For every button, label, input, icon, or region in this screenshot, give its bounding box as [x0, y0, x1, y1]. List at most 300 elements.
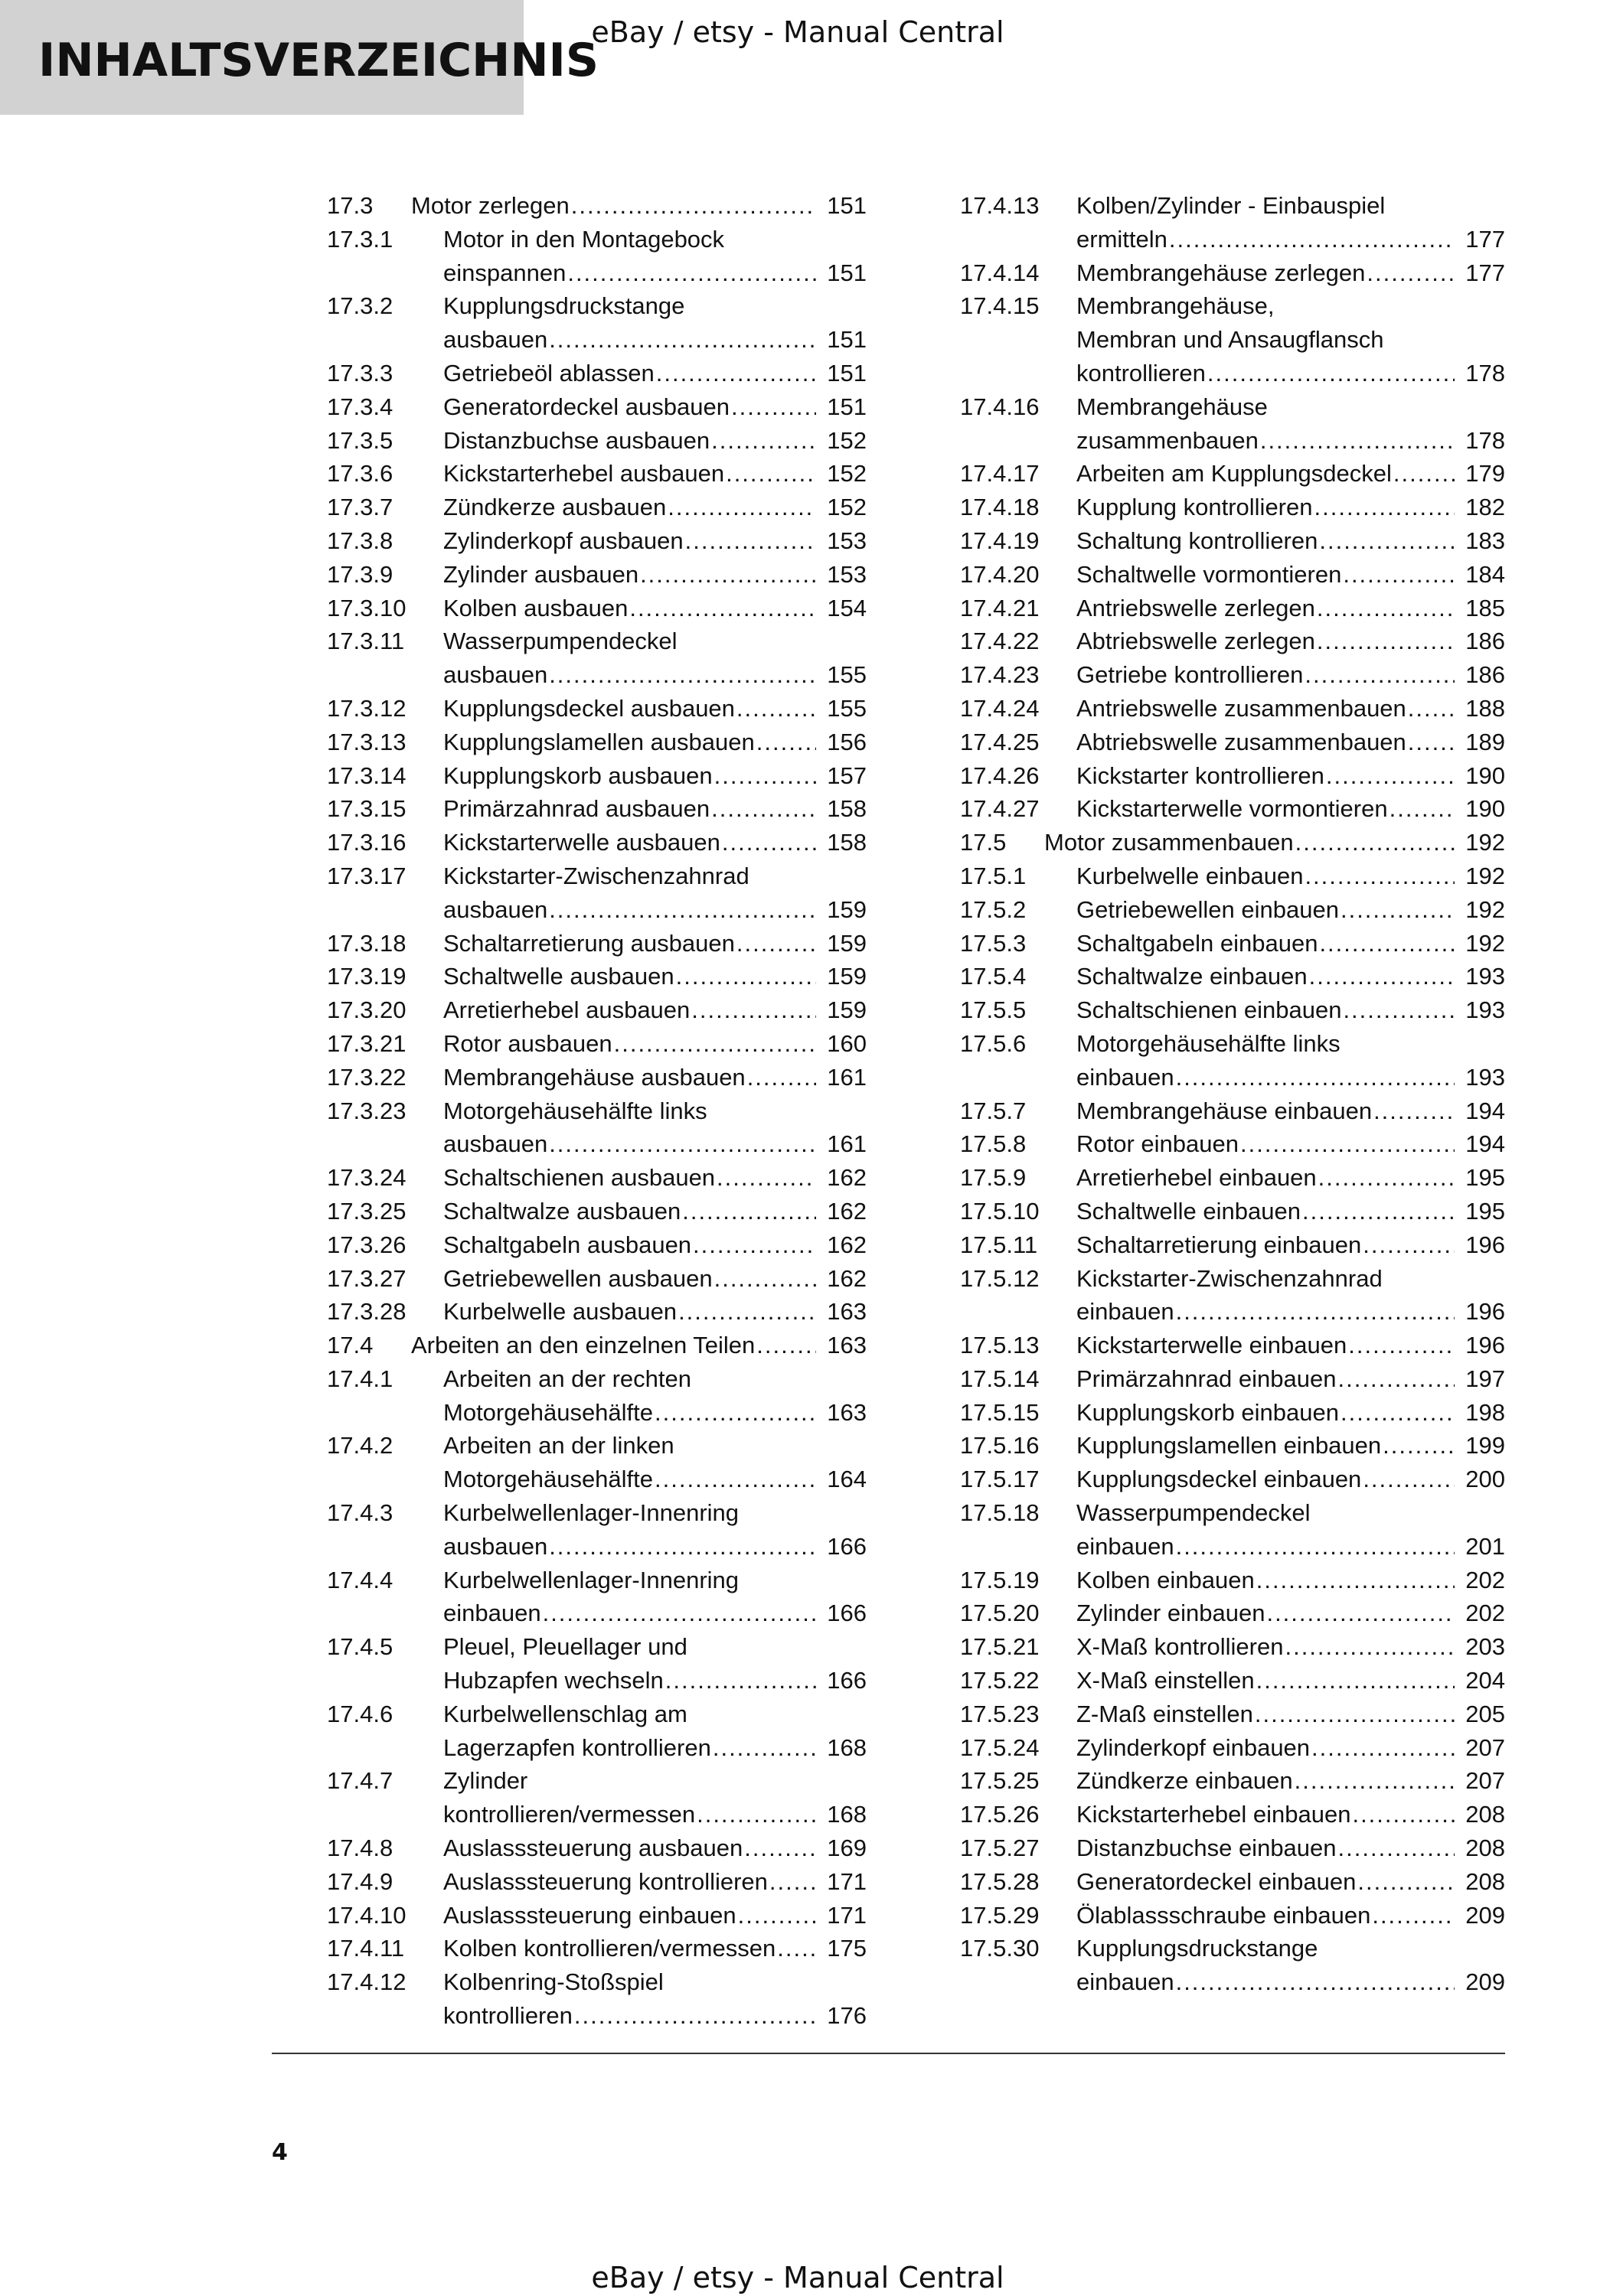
- toc-entry-title: einspannen: [443, 259, 567, 286]
- toc-entry[interactable]: [960, 1564, 1505, 1597]
- toc-entry-title: Getriebewellen ausbauen: [443, 1264, 713, 1292]
- toc-entry-page: 186: [1465, 628, 1505, 655]
- toc-entry-title: Arretierhebel einbauen: [1076, 1164, 1317, 1192]
- toc-entry[interactable]: [960, 1195, 1505, 1228]
- toc-entry-page: 179: [1465, 460, 1505, 488]
- toc-entry-number: 17.5.4: [960, 963, 1027, 990]
- toc-entry-number: 17.5.11: [960, 1231, 1038, 1258]
- dot-leader: [1266, 1596, 1455, 1630]
- toc-entry-page: 163: [827, 1398, 867, 1426]
- toc-entry-number: 17.3.19: [327, 963, 407, 990]
- toc-entry-title: Kolben einbauen: [1076, 1566, 1255, 1593]
- dot-leader: [713, 1731, 816, 1765]
- toc-entry[interactable]: [960, 1831, 1505, 1865]
- toc-entry[interactable]: [327, 1228, 867, 1262]
- toc-entry-number: 17.5.30: [960, 1935, 1040, 1962]
- toc-entry[interactable]: [960, 491, 1505, 524]
- toc-entry-title-line: Wasserpumpendeckel: [1076, 1499, 1311, 1527]
- toc-entry-number: 17.3.14: [327, 762, 407, 789]
- toc-entry[interactable]: [960, 893, 1505, 927]
- toc-entry-page: 209: [1465, 1968, 1505, 1996]
- toc-entry-page: 199: [1465, 1432, 1505, 1459]
- toc-entry-page: 155: [827, 661, 867, 689]
- toc-entry-title: Kickstarterhebel ausbauen: [443, 460, 725, 488]
- dot-leader: [1357, 1865, 1455, 1899]
- dot-leader: [1314, 491, 1455, 524]
- dot-leader: [1326, 759, 1455, 793]
- dot-leader: [1363, 1228, 1455, 1262]
- toc-entry-number: 17.4: [327, 1332, 374, 1359]
- toc-entry-title: Rotor einbauen: [1076, 1130, 1239, 1158]
- toc-entry-title: Schaltwalze ausbauen: [443, 1197, 681, 1225]
- dot-leader: [668, 491, 816, 524]
- toc-entry-title: Schaltwalze einbauen: [1076, 963, 1308, 990]
- toc-entry[interactable]: [960, 1094, 1505, 1128]
- toc-entry-page: 196: [1465, 1231, 1505, 1258]
- toc-entry[interactable]: [327, 826, 867, 859]
- toc-entry[interactable]: [327, 1698, 867, 1765]
- dot-leader: [1338, 1362, 1455, 1396]
- toc-entry-title-line: Kolbenring-Stoßspiel: [443, 1968, 664, 1996]
- toc-entry[interactable]: [960, 1262, 1505, 1329]
- toc-entry-page: 195: [1465, 1164, 1505, 1192]
- toc-entry[interactable]: [960, 1630, 1505, 1664]
- toc-entry-title: Z-Maß einstellen: [1076, 1700, 1253, 1727]
- toc-entry-title: Kupplungskorb einbauen: [1076, 1398, 1339, 1426]
- dot-leader: [1176, 1295, 1455, 1329]
- toc-entry-number: 17.5.10: [960, 1197, 1040, 1225]
- toc-entry-title-line: Membrangehäuse,: [1076, 292, 1275, 320]
- toc-entry[interactable]: [960, 592, 1505, 625]
- toc-entry-title: Arbeiten am Kupplungsdeckel: [1076, 460, 1392, 488]
- toc-entry-number: 17.5.6: [960, 1029, 1027, 1057]
- toc-entry[interactable]: [327, 960, 867, 993]
- toc-entry-page: 159: [827, 929, 867, 957]
- dot-leader: [726, 457, 816, 491]
- toc-entry-number: 17.5.28: [960, 1867, 1040, 1895]
- toc-entry-page: 178: [1465, 426, 1505, 454]
- toc-entry[interactable]: [327, 1496, 867, 1564]
- toc-entry-title: Generatordeckel einbauen: [1076, 1867, 1357, 1895]
- toc-entry[interactable]: [327, 524, 867, 558]
- toc-entry-title: Kupplungskorb ausbauen: [443, 762, 713, 789]
- toc-entry[interactable]: [960, 1127, 1505, 1161]
- toc-entry-number: 17.3: [327, 192, 374, 219]
- toc-entry[interactable]: [327, 289, 867, 357]
- toc-entry[interactable]: [327, 927, 867, 960]
- toc-entry[interactable]: [327, 1764, 867, 1831]
- toc-entry-number: 17.3.5: [327, 426, 394, 454]
- toc-entry-title: einbauen: [1076, 1298, 1174, 1326]
- toc-entry-title-line: Arbeiten an der rechten: [443, 1365, 691, 1392]
- toc-entry[interactable]: [327, 625, 867, 692]
- toc-entry-page: 202: [1465, 1600, 1505, 1627]
- toc-entry-number: 17.4.18: [960, 494, 1040, 521]
- toc-entry-title: Lagerzapfen kontrollieren: [443, 1733, 711, 1761]
- toc-entry[interactable]: [960, 1496, 1505, 1564]
- dot-leader: [1169, 223, 1455, 256]
- toc-entry-number: 17.4.1: [327, 1365, 394, 1392]
- dot-leader: [714, 1262, 816, 1296]
- toc-entry[interactable]: [327, 1061, 867, 1094]
- toc-entry-page: 204: [1465, 1667, 1505, 1694]
- dot-leader: [655, 1396, 816, 1430]
- toc-entry-page: 208: [1465, 1801, 1505, 1828]
- toc-entry-number: 17.3.15: [327, 795, 407, 823]
- toc-entry-number: 17.4.20: [960, 560, 1040, 588]
- toc-entry[interactable]: [327, 592, 867, 625]
- toc-entry-title: einbauen: [1076, 1532, 1174, 1560]
- toc-entry[interactable]: [960, 927, 1505, 960]
- toc-entry-number: 17.4.10: [327, 1901, 407, 1929]
- toc-entry-title-line: Motorgehäusehälfte links: [443, 1097, 707, 1124]
- toc-entry-title: Abtriebswelle zusammenbauen: [1076, 728, 1406, 755]
- dot-leader: [1372, 1899, 1455, 1932]
- toc-entry[interactable]: [960, 692, 1505, 726]
- toc-entry[interactable]: [960, 625, 1505, 658]
- toc-entry[interactable]: [327, 759, 867, 793]
- toc-entry[interactable]: [960, 1932, 1505, 1999]
- toc-entry[interactable]: [327, 1564, 867, 1631]
- toc-entry[interactable]: [960, 1899, 1505, 1932]
- dot-leader: [1390, 792, 1455, 826]
- toc-entry-page: 153: [827, 560, 867, 588]
- dot-leader: [711, 424, 816, 458]
- toc-entry-page: 194: [1465, 1130, 1505, 1158]
- toc-entry[interactable]: [327, 1094, 867, 1162]
- toc-entry-page: 168: [827, 1801, 867, 1828]
- toc-entry[interactable]: [327, 1899, 867, 1932]
- toc-entry-title: Kickstarterwelle einbauen: [1076, 1332, 1347, 1359]
- toc-entry-title: Getriebe kontrollieren: [1076, 661, 1304, 689]
- toc-entry[interactable]: [960, 1865, 1505, 1899]
- toc-entry[interactable]: [960, 1396, 1505, 1430]
- dot-leader: [1317, 592, 1455, 625]
- toc-entry[interactable]: [960, 256, 1505, 290]
- toc-entry-number: 17.5.5: [960, 996, 1027, 1024]
- toc-entry-title: Membrangehäuse einbauen: [1076, 1097, 1373, 1124]
- toc-entry-title: Rotor ausbauen: [443, 1029, 612, 1057]
- toc-entry-number: 17.5: [960, 829, 1007, 856]
- toc-entry-title: Kurbelwelle einbauen: [1076, 862, 1304, 889]
- toc-entry[interactable]: [960, 558, 1505, 592]
- toc-entry-title: Hubzapfen wechseln: [443, 1667, 664, 1694]
- toc-entry[interactable]: [327, 1965, 867, 2033]
- toc-entry-number: 17.4.27: [960, 795, 1040, 823]
- toc-entry-title: Membrangehäuse ausbauen: [443, 1063, 746, 1091]
- toc-entry-number: 17.3.26: [327, 1231, 407, 1258]
- toc-entry[interactable]: [960, 1362, 1505, 1396]
- toc-entry-number: 17.4.4: [327, 1566, 394, 1593]
- toc-entry-number: 17.5.15: [960, 1398, 1040, 1426]
- toc-entry-number: 17.4.19: [960, 527, 1040, 554]
- toc-entry-number: 17.5.27: [960, 1835, 1040, 1862]
- toc-entry-title: Motorgehäusehälfte: [443, 1466, 654, 1493]
- toc-entry-title: Auslasssteuerung einbauen: [443, 1901, 736, 1929]
- toc-entry-page: 183: [1465, 527, 1505, 554]
- toc-entry-title-line: Zylinder: [443, 1767, 528, 1795]
- toc-entry-page: 162: [827, 1264, 867, 1292]
- toc-entry-title: Schaltung kontrollieren: [1076, 527, 1318, 554]
- dot-leader: [736, 692, 816, 726]
- toc-entry-page: 161: [827, 1063, 867, 1091]
- toc-entry-page: 192: [1465, 862, 1505, 889]
- toc-entry-number: 17.4.13: [960, 192, 1040, 219]
- toc-entry-number: 17.3.7: [327, 494, 394, 521]
- toc-entry[interactable]: [960, 189, 1505, 256]
- toc-entry-number: 17.4.21: [960, 594, 1040, 621]
- toc-entry-number: 17.4.14: [960, 259, 1040, 286]
- toc-entry-title-line: Kupplungsdruckstange: [443, 292, 685, 320]
- toc-entry-page: 166: [827, 1532, 867, 1560]
- dot-leader: [549, 323, 816, 357]
- section-header-tab: [0, 0, 599, 115]
- toc-entry[interactable]: [327, 390, 867, 424]
- toc-entry[interactable]: [960, 1463, 1505, 1496]
- watermark-top: eBay / etsy - Manual Central: [591, 15, 1004, 49]
- toc-entry-page: 158: [827, 795, 867, 823]
- toc-entry-page: 193: [1465, 1063, 1505, 1091]
- toc-entry-title: Getriebewellen einbauen: [1076, 895, 1339, 923]
- toc-entry-page: 169: [827, 1835, 867, 1862]
- toc-entry-page: 159: [827, 963, 867, 990]
- toc-entry-title: Distanzbuchse ausbauen: [443, 426, 710, 454]
- toc-entry[interactable]: [327, 1831, 867, 1865]
- toc-entry-title: Getriebeöl ablassen: [443, 359, 655, 386]
- toc-entry-title: kontrollieren/vermessen: [443, 1801, 696, 1828]
- toc-entry[interactable]: [327, 1630, 867, 1698]
- dot-leader: [722, 826, 816, 859]
- toc-entry[interactable]: [960, 993, 1505, 1027]
- toc-entry[interactable]: [960, 390, 1505, 458]
- toc-entry-title: zusammenbauen: [1076, 426, 1259, 454]
- dot-leader: [1285, 1630, 1455, 1664]
- toc-entry[interactable]: [327, 424, 867, 458]
- toc-entry[interactable]: [327, 1362, 867, 1430]
- toc-entry-number: 17.3.3: [327, 359, 394, 386]
- toc-entry[interactable]: [327, 1429, 867, 1496]
- dot-leader: [1255, 1698, 1455, 1731]
- dot-leader: [1302, 1195, 1455, 1228]
- toc-entry-title: ermitteln: [1076, 225, 1167, 253]
- toc-entry-title: einbauen: [1076, 1968, 1174, 1996]
- toc-entry-title: einbauen: [1076, 1063, 1174, 1091]
- toc-entry-page: 193: [1465, 996, 1505, 1024]
- toc-entry[interactable]: [327, 1027, 867, 1061]
- toc-entry[interactable]: [327, 357, 867, 390]
- toc-entry[interactable]: [960, 524, 1505, 558]
- toc-entry-title-line: Motor in den Montagebock: [443, 225, 725, 253]
- toc-entry[interactable]: [327, 1295, 867, 1329]
- toc-entry-title-line: Membran und Ansaugflansch: [1076, 326, 1384, 354]
- toc-entry-page: 209: [1465, 1901, 1505, 1929]
- toc-entry-number: 17.4.3: [327, 1499, 394, 1527]
- toc-entry[interactable]: [960, 960, 1505, 993]
- toc-entry-page: 155: [827, 694, 867, 722]
- dot-leader: [549, 658, 816, 692]
- dot-leader: [656, 357, 816, 390]
- toc-entry[interactable]: [960, 1027, 1505, 1094]
- toc-entry[interactable]: [960, 1429, 1505, 1463]
- toc-entry[interactable]: [960, 1731, 1505, 1765]
- toc-entry-number: 17.4.9: [327, 1867, 394, 1895]
- toc-entry[interactable]: [327, 223, 867, 290]
- dot-leader: [549, 1530, 816, 1564]
- toc-entry-number: 17.3.22: [327, 1063, 407, 1091]
- toc-entry[interactable]: [960, 826, 1505, 859]
- dot-leader: [736, 927, 816, 960]
- toc-entry[interactable]: [960, 859, 1505, 893]
- toc-entry[interactable]: [327, 1195, 867, 1228]
- dot-leader: [1343, 558, 1455, 592]
- dot-leader: [747, 1061, 816, 1094]
- toc-entry-number: 17.3.9: [327, 560, 394, 588]
- toc-entry-number: 17.4.12: [327, 1968, 407, 1996]
- toc-entry-number: 17.4.25: [960, 728, 1040, 755]
- dot-leader: [655, 1463, 816, 1496]
- dot-leader: [1352, 1798, 1455, 1831]
- toc-entry-title-line: Motorgehäusehälfte links: [1076, 1029, 1341, 1057]
- dot-leader: [1318, 1161, 1455, 1195]
- toc-entry-title: Kickstarterwelle vormontieren: [1076, 795, 1388, 823]
- toc-entry[interactable]: [327, 1262, 867, 1296]
- toc-entry-number: 17.5.29: [960, 1901, 1040, 1929]
- toc-entry-number: 17.5.18: [960, 1499, 1040, 1527]
- toc-entry-title: Antriebswelle zerlegen: [1076, 594, 1315, 621]
- toc-entry-number: 17.4.15: [960, 292, 1040, 320]
- toc-entry[interactable]: [327, 792, 867, 826]
- toc-entry[interactable]: [960, 289, 1505, 390]
- toc-entry[interactable]: [327, 692, 867, 726]
- toc-entry-title: Kupplungsdeckel einbauen: [1076, 1466, 1362, 1493]
- dot-leader: [640, 558, 816, 592]
- toc-entry-number: 17.3.6: [327, 460, 394, 488]
- toc-entry-number: 17.5.22: [960, 1667, 1040, 1694]
- toc-entry-number: 17.5.19: [960, 1566, 1040, 1593]
- toc-entry-title-line: Kickstarter-Zwischenzahnrad: [443, 862, 749, 889]
- dot-leader: [1176, 1965, 1455, 1999]
- toc-entry-number: 17.5.3: [960, 929, 1027, 957]
- toc-entry[interactable]: [327, 859, 867, 927]
- toc-entry[interactable]: [327, 1932, 867, 1965]
- toc-entry[interactable]: [327, 189, 867, 223]
- toc-entry-page: 193: [1465, 963, 1505, 990]
- toc-entry-page: 208: [1465, 1835, 1505, 1862]
- toc-entry-title: Schaltgabeln ausbauen: [443, 1231, 692, 1258]
- toc-entry[interactable]: [960, 1764, 1505, 1798]
- toc-entry-page: 197: [1465, 1365, 1505, 1392]
- toc-entry-number: 17.3.4: [327, 393, 394, 420]
- toc-entry[interactable]: [960, 1596, 1505, 1630]
- toc-entry-number: 17.3.8: [327, 527, 394, 554]
- toc-entry[interactable]: [327, 457, 867, 491]
- toc-entry-title: kontrollieren: [1076, 359, 1206, 386]
- toc-entry-page: 203: [1465, 1633, 1505, 1661]
- toc-entry-title: Schaltarretierung ausbauen: [443, 929, 735, 957]
- toc-entry-number: 17.4.23: [960, 661, 1040, 689]
- dot-leader: [744, 1831, 816, 1865]
- toc-entry-page: 192: [1465, 895, 1505, 923]
- dot-leader: [1207, 357, 1455, 390]
- toc-entry-title: Primärzahnrad einbauen: [1076, 1365, 1337, 1392]
- toc-entry[interactable]: [327, 1329, 867, 1362]
- toc-entry-number: 17.4.6: [327, 1700, 394, 1727]
- toc-entry-page: 152: [827, 460, 867, 488]
- page-number: 4: [272, 2139, 288, 2166]
- toc-entry-number: 17.3.10: [327, 594, 407, 621]
- toc-entry-page: 154: [827, 594, 867, 621]
- toc-entry[interactable]: [960, 457, 1505, 491]
- toc-entry-number: 17.4.2: [327, 1432, 394, 1459]
- toc-entry-page: 164: [827, 1466, 867, 1493]
- toc-entry-number: 17.3.21: [327, 1029, 407, 1057]
- toc-entry-number: 17.4.22: [960, 628, 1040, 655]
- toc-entry-title: Auslasssteuerung kontrollieren: [443, 1867, 768, 1895]
- toc-entry[interactable]: [960, 792, 1505, 826]
- toc-entry[interactable]: [960, 1664, 1505, 1698]
- toc-entry-number: 17.5.13: [960, 1332, 1040, 1359]
- toc-entry-title: Kupplungsdeckel ausbauen: [443, 694, 735, 722]
- toc-entry-page: 160: [827, 1029, 867, 1057]
- toc-entry-number: 17.3.13: [327, 728, 407, 755]
- toc-entry-title: einbauen: [443, 1600, 541, 1627]
- toc-entry[interactable]: [960, 1329, 1505, 1362]
- toc-entry-page: 176: [827, 2002, 867, 2030]
- toc-entry-page: 194: [1465, 1097, 1505, 1124]
- toc-entry-page: 163: [827, 1298, 867, 1326]
- toc-entry[interactable]: [960, 1698, 1505, 1731]
- dot-leader: [756, 1329, 816, 1362]
- dot-leader: [1176, 1530, 1455, 1564]
- dot-leader: [1240, 1127, 1455, 1161]
- toc-entry-page: 152: [827, 426, 867, 454]
- toc-entry-page: 163: [827, 1332, 867, 1359]
- toc-entry[interactable]: [327, 726, 867, 759]
- toc-entry[interactable]: [960, 726, 1505, 759]
- toc-entry[interactable]: [960, 658, 1505, 692]
- toc-entry[interactable]: [960, 1798, 1505, 1831]
- toc-entry-title: Schaltwelle vormontieren: [1076, 560, 1342, 588]
- toc-entry[interactable]: [960, 759, 1505, 793]
- toc-entry-page: 186: [1465, 661, 1505, 689]
- toc-entry-page: 175: [827, 1935, 867, 1962]
- toc-entry-title: Arbeiten an den einzelnen Teilen: [411, 1332, 756, 1359]
- dot-leader: [714, 759, 816, 793]
- toc-entry[interactable]: [960, 1228, 1505, 1262]
- toc-entry-number: 17.5.25: [960, 1767, 1040, 1795]
- toc-entry-title-line: Kurbelwellenschlag am: [443, 1700, 687, 1727]
- toc-entry-page: 151: [827, 192, 867, 219]
- toc-entry-title: Schaltgabeln einbauen: [1076, 929, 1318, 957]
- toc-entry-page: 207: [1465, 1733, 1505, 1761]
- dot-leader: [769, 1865, 816, 1899]
- toc-entry-number: 17.4.11: [327, 1935, 405, 1962]
- dot-leader: [571, 189, 816, 223]
- toc-entry-title: Kupplung kontrollieren: [1076, 494, 1313, 521]
- dot-leader: [1367, 256, 1455, 290]
- toc-entry[interactable]: [327, 1161, 867, 1195]
- toc-entry[interactable]: [327, 491, 867, 524]
- toc-entry-page: 162: [827, 1231, 867, 1258]
- toc-entry[interactable]: [960, 1161, 1505, 1195]
- toc-entry-number: 17.5.20: [960, 1600, 1040, 1627]
- toc-entry[interactable]: [327, 993, 867, 1027]
- toc-entry[interactable]: [327, 558, 867, 592]
- toc-entry-title-line: Wasserpumpendeckel: [443, 628, 678, 655]
- toc-entry-page: 157: [827, 762, 867, 789]
- toc-entry[interactable]: [327, 1865, 867, 1899]
- toc-entry-title: Motor zusammenbauen: [1044, 829, 1294, 856]
